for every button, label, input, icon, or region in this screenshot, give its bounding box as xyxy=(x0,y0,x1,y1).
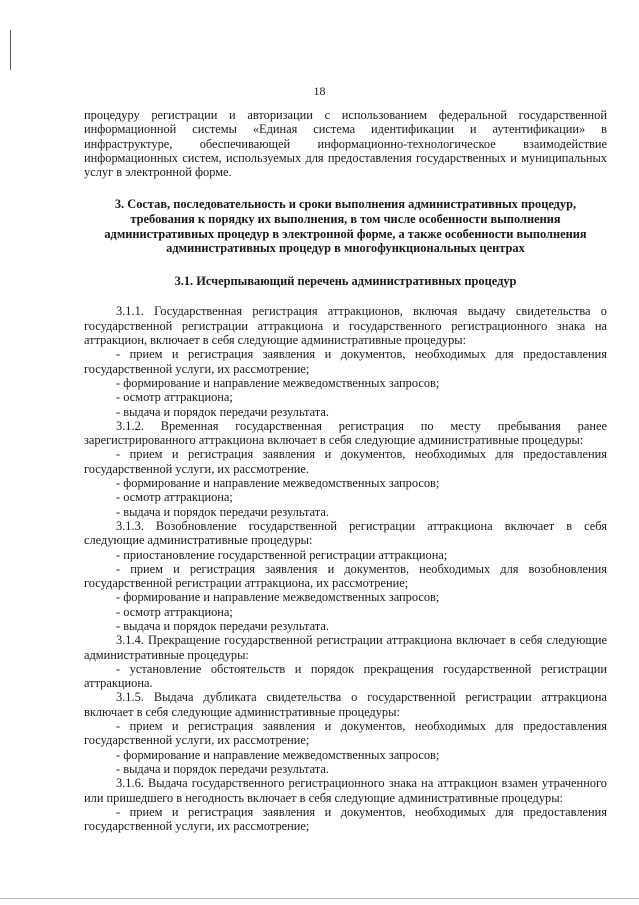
document-body xyxy=(84,108,607,833)
list-item: - установление обстоятельств и порядок прекращения государственной регистрации аттракциона. xyxy=(84,661,607,691)
list-item: - выдача и порядок передачи результата. xyxy=(116,761,329,776)
list-item: - осмотр аттракциона; xyxy=(116,604,233,619)
list-item: - приостановление государственной регистрации аттракциона; xyxy=(116,547,448,562)
section-heading: 3. Состав, последовательность и сроки выполнения административных процедур, требования к порядку их выполнения, в том числе особенности выполнения административных процедур в электронной форме, а также особенности выполнения административных процедур в многофункциональных центрах xyxy=(104,197,587,256)
scan-edge-mark xyxy=(10,30,11,70)
list-item: - осмотр аттракциона; xyxy=(116,490,233,505)
clause-paragraph: 3.1.4. Прекращение государственной регистрации аттракциона включает в себя следующие административные процедуры: xyxy=(84,633,607,662)
page-number: 18 xyxy=(313,84,326,98)
intro-paragraph: процедуру регистрации и авторизации с использованием федеральной государственной информационной системы «Единая система идентификации и аутентификации» в инфраструктуре, обеспечивающей информационно-технологическое взаимодействие информационных систем, используемых для предоставления государственных и муниципальных услуг в электронной форме. xyxy=(84,108,607,180)
clause-paragraph: 3.1.5. Выдача дубликата свидетельства о государственной регистрации аттракциона включает в себя следующие административные процедуры: xyxy=(84,690,607,719)
list-item: - формирование и направление межведомственных запросов; xyxy=(116,747,440,762)
list-item: - прием и регистрация заявления и документов, необходимых для предоставления государственной услуги, их рассмотрение; xyxy=(84,719,607,748)
list-item: - формирование и направление межведомственных запросов; xyxy=(116,476,440,491)
list-item: - выдача и порядок передачи результата. xyxy=(116,618,329,633)
list-item: - прием и регистрация заявления и документов, необходимых для предоставления государственной услуги, их рассмотрение. xyxy=(84,447,607,476)
list-item: - осмотр аттракциона; xyxy=(116,390,233,405)
list-item: - выдача и порядок передачи результата. xyxy=(116,404,329,419)
procedure-list xyxy=(84,304,607,833)
list-item: - прием и регистрация заявления и документов, необходимых для предоставления государственной услуги, их рассмотрение; xyxy=(84,804,607,834)
clause-paragraph: 3.1.6. Выдача государственного регистрационного знака на аттракцион взамен утраченного или пришедшего в негодность включает в себя следующие административные процедуры: xyxy=(84,776,607,805)
subsection-heading: 3.1. Исчерпывающий перечень административных процедур xyxy=(174,273,517,288)
clause-paragraph: 3.1.3. Возобновление государственной регистрации аттракциона включает в себя следующие административные процедуры: xyxy=(84,518,607,548)
list-item: - прием и регистрация заявления и документов, необходимых для возобновления государственной регистрации аттракциона, их рассмотрение; xyxy=(84,561,607,591)
clause-paragraph: 3.1.1. Государственная регистрация аттракционов, включая выдачу свидетельства о государственной регистрации аттракциона и государственного регистрационного знака на аттракцион, включает в себя следующие административные процедуры: xyxy=(84,304,607,348)
scan-bottom-edge xyxy=(0,898,639,899)
clause-paragraph: 3.1.2. Временная государственная регистрация по месту пребывания ранее зарегистрированного аттракциона включает в себя следующие административные процедуры: xyxy=(84,418,607,448)
list-item: - формирование и направление межведомственных запросов; xyxy=(116,375,440,390)
list-item: - формирование и направление межведомственных запросов; xyxy=(116,590,440,605)
list-item: - прием и регистрация заявления и документов, необходимых для предоставления государственной услуги, их рассмотрение; xyxy=(84,347,607,376)
list-item: - выдача и порядок передачи результата. xyxy=(116,504,329,519)
